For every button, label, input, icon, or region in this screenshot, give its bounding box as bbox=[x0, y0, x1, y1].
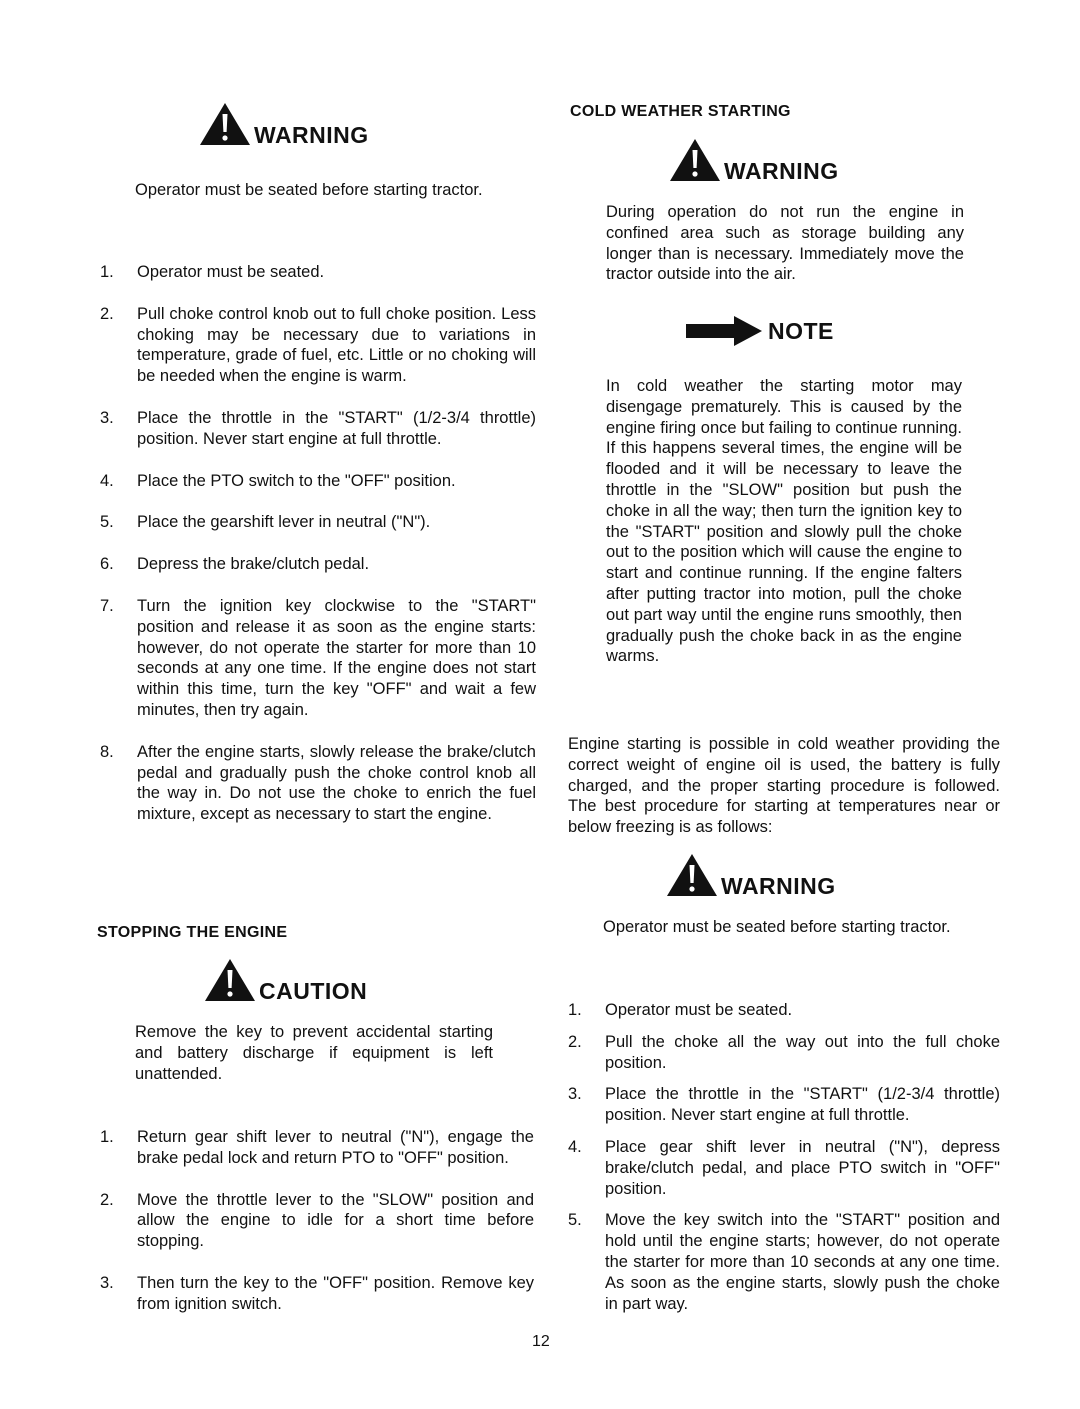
list-item bbox=[568, 1032, 1000, 1074]
step-text: Then turn the key to the "OFF" position. Remove key from ignition switch. bbox=[137, 1273, 534, 1313]
caution-text: Remove the key to prevent accidental starting and battery discharge if equipment is left unattended. bbox=[135, 1023, 493, 1083]
list-item bbox=[100, 304, 536, 387]
warning-word: WARNING bbox=[724, 158, 839, 184]
list-item bbox=[568, 1084, 1000, 1126]
caution-word: CAUTION bbox=[259, 978, 368, 1004]
cold-weather-paragraph: Engine starting is possible in cold weather providing the correct weight of engine oil is used, the battery is fully charged, and the proper starting procedure is followed. The best procedure for starting at temperatures near or below freezing is as follows: bbox=[568, 735, 1000, 837]
step-text: Turn the ignition key clockwise to the "START" position and release it as soon as the engine starts: however, do not operate the starter for more than 10 seconds at any one time. If the engine does not start within this time, turn the key "OFF" and wait a few minutes, then try again. bbox=[137, 596, 536, 719]
warning-word: WARNING bbox=[254, 122, 369, 148]
page-number: 12 bbox=[532, 1333, 550, 1350]
step-number: 2. bbox=[100, 1190, 114, 1209]
step-text: Operator must be seated. bbox=[605, 1001, 793, 1019]
step-number: 2. bbox=[100, 304, 114, 323]
list-item bbox=[100, 742, 536, 825]
step-number: 5. bbox=[100, 513, 114, 532]
step-number: 7. bbox=[100, 596, 114, 615]
warning-triangle-icon bbox=[665, 852, 719, 898]
step-number: 2. bbox=[568, 1032, 582, 1051]
step-number: 1. bbox=[100, 1128, 114, 1146]
step-text: Pull choke control knob out to full choke position. Less choking may be necessary due to variations in temperature, grade of fuel, etc. Little or no choking will be needed when the engine is warm. bbox=[137, 304, 536, 386]
list-item bbox=[100, 471, 536, 492]
warning-triangle-icon bbox=[198, 101, 252, 147]
warning-text-2: During operation do not run the engine in confined area such as storage building any longer than is necessary. Immediately move the tractor outside into the air. bbox=[606, 203, 964, 284]
stopping-engine-heading: STOPPING THE ENGINE bbox=[97, 924, 288, 941]
list-item bbox=[568, 1210, 1000, 1314]
list-item bbox=[100, 1127, 534, 1169]
step-number: 3. bbox=[100, 1273, 114, 1292]
step-number: 5. bbox=[568, 1211, 582, 1230]
step-number: 1. bbox=[100, 263, 114, 281]
step-number: 3. bbox=[568, 1085, 582, 1104]
stopping-steps-list bbox=[100, 1127, 534, 1336]
note-signal bbox=[686, 316, 834, 346]
starting-steps-list bbox=[100, 262, 536, 846]
list-item bbox=[100, 554, 536, 575]
step-text: Operator must be seated. bbox=[137, 263, 325, 281]
list-item bbox=[100, 408, 536, 450]
step-text: Place the throttle in the "START" (1/2-3/4 throttle) position. Never start engine at full throttle. bbox=[605, 1085, 1000, 1125]
cold-starting-steps-list bbox=[568, 1000, 1000, 1325]
warning-text-1: Operator must be seated before starting tractor. bbox=[135, 181, 483, 199]
caution-triangle-icon bbox=[203, 957, 257, 1003]
step-text: Place gear shift lever in neutral ("N"), depress brake/clutch pedal, and place PTO switch in "OFF" position. bbox=[605, 1137, 1000, 1198]
list-item bbox=[568, 1137, 1000, 1199]
step-text: Place the throttle in the "START" (1/2-3/4 throttle) position. Never start engine at full throttle. bbox=[137, 408, 536, 448]
caution-signal bbox=[203, 957, 367, 1003]
note-text: In cold weather the starting motor may disengage prematurely. This is caused by the engine firing once but failing to continue running. If this happens several times, the engine will be flooded and it will be necessary to leave the throttle in the "SLOW" position but push the choke in all the way; then turn the ignition key to the "START" position and slowly pull the choke out to the position which will cause the engine to start and continue running. If the engine falters after putting tractor into motion, pull the choke out part way until the engine runs smoothly, then gradually push the choke back in as the engine warms. bbox=[606, 377, 962, 666]
step-text: Move the throttle lever to the "SLOW" position and allow the engine to idle for a short time before stopping. bbox=[137, 1190, 534, 1251]
list-item bbox=[100, 512, 536, 533]
step-text: Place the PTO switch to the "OFF" position. bbox=[137, 471, 456, 490]
warning-text-3: Operator must be seated before starting tractor. bbox=[603, 918, 951, 936]
step-text: After the engine starts, slowly release the brake/clutch pedal and gradually push the choke control knob all the way in. Do not use the choke to enrich the fuel mixture, except as necessary to start the engine. bbox=[137, 742, 536, 824]
step-text: Place the gearshift lever in neutral ("N"). bbox=[137, 513, 431, 532]
step-text: Move the key switch into the "START" position and hold until the engine starts; however, do not operate the starter for more than 10 seconds at any one time. As soon as the engine starts, slowly push the choke in part way. bbox=[605, 1211, 1000, 1313]
note-arrow-icon bbox=[686, 316, 762, 346]
note-word: NOTE bbox=[768, 318, 834, 344]
step-number: 3. bbox=[100, 408, 114, 427]
step-number: 4. bbox=[100, 471, 114, 490]
warning-signal-1 bbox=[198, 101, 369, 147]
step-text: Depress the brake/clutch pedal. bbox=[137, 555, 370, 574]
step-number: 4. bbox=[568, 1137, 582, 1156]
list-item bbox=[100, 596, 536, 721]
warning-signal-3 bbox=[665, 852, 836, 898]
step-text: Return gear shift lever to neutral ("N"), engage the brake pedal lock and return PTO to "OFF" position. bbox=[137, 1128, 534, 1167]
warning-triangle-icon bbox=[668, 137, 722, 183]
warning-word: WARNING bbox=[721, 873, 836, 899]
step-number: 1. bbox=[568, 1001, 582, 1019]
step-text: Pull the choke all the way out into the full choke position. bbox=[605, 1032, 1000, 1072]
list-item bbox=[100, 262, 536, 283]
step-number: 8. bbox=[100, 742, 114, 761]
list-item bbox=[568, 1000, 1000, 1021]
step-number: 6. bbox=[100, 555, 114, 574]
warning-signal-2 bbox=[668, 137, 839, 183]
cold-weather-heading: COLD WEATHER STARTING bbox=[570, 103, 791, 120]
list-item bbox=[100, 1190, 534, 1252]
list-item bbox=[100, 1273, 534, 1315]
